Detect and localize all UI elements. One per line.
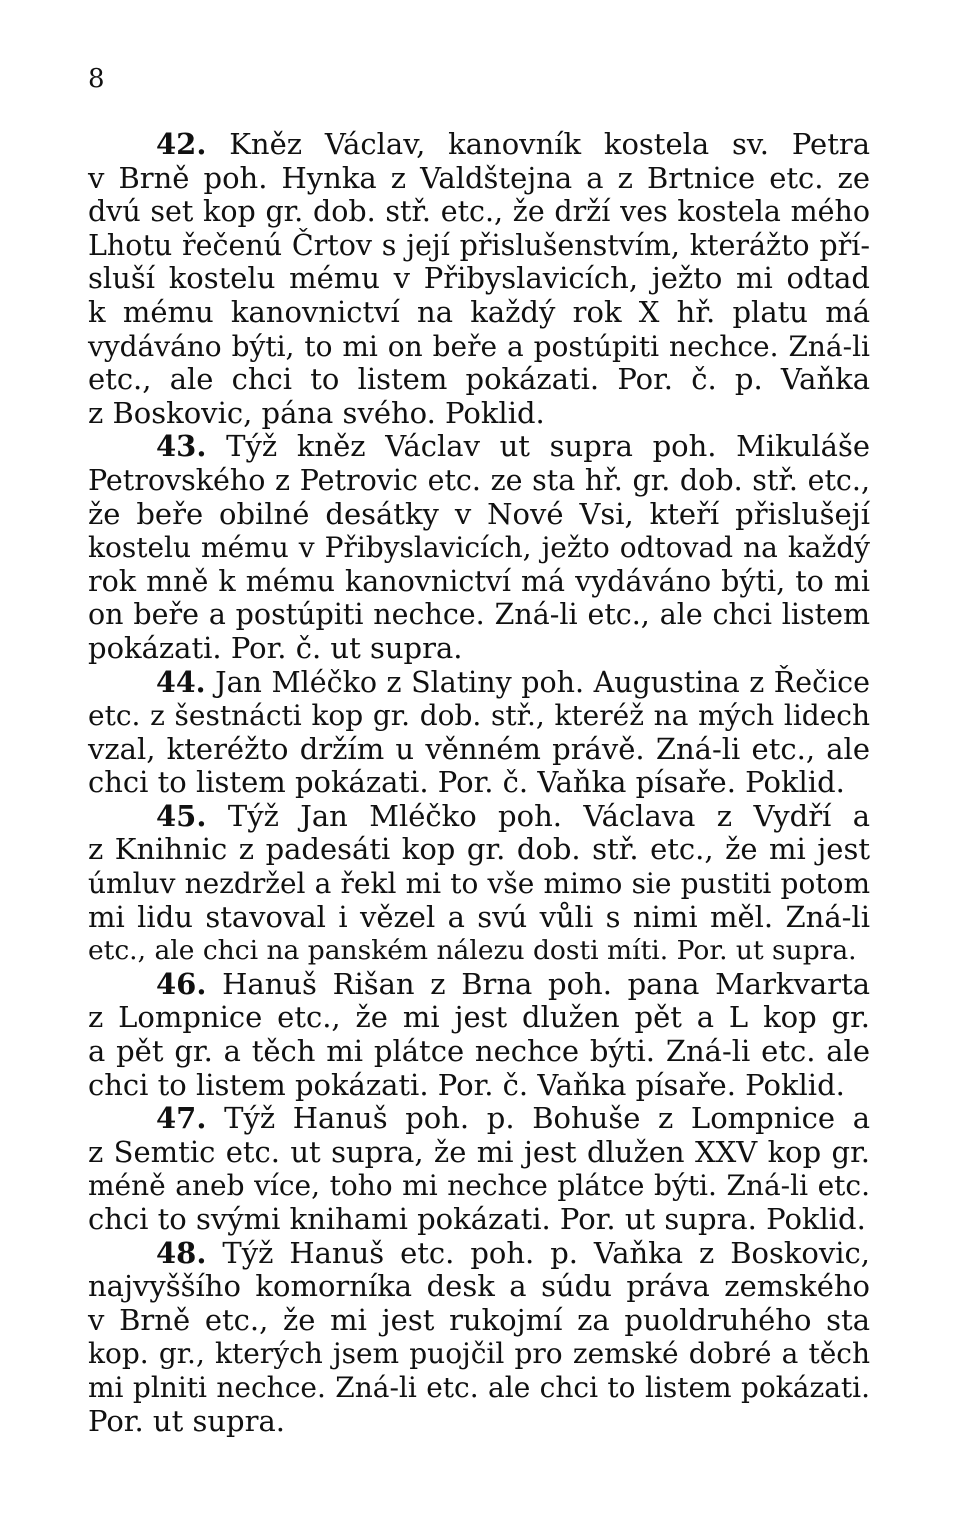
entry-line <box>88 128 870 162</box>
entry-line-text: že beře obilné desátky v Nové Vsi, kteří přislušejí <box>88 496 870 531</box>
entry-line-text: Por. ut supra. <box>88 1403 285 1438</box>
entry-line-text: chci to listem pokázati. Por. č. Vaňka písaře. Poklid. <box>88 765 845 800</box>
entry-paragraph <box>88 128 870 430</box>
entry-line <box>88 195 870 229</box>
entry-line <box>88 968 870 1002</box>
entry-line-text: pokázati. Por. č. ut supra. <box>88 630 463 665</box>
entry-line-text: Týž kněz Václav ut supra poh. Mikuláše <box>226 429 871 464</box>
entry-line-text: etc. z šestnácti kop gr. dob. stř., kteréž na mých lidech <box>88 699 870 733</box>
entry-line <box>88 666 870 700</box>
entry-line <box>88 934 870 968</box>
entry-line <box>88 1237 870 1271</box>
entry-line-text: Lhotu řečenú Črtov s její přislušenstvím, kterážto pří- <box>88 228 870 262</box>
entry-line-text: chci to svými knihami pokázati. Por. ut supra. Poklid. <box>88 1202 866 1236</box>
entry-paragraph <box>88 666 870 800</box>
entry-line <box>88 598 870 632</box>
entry-paragraph <box>88 1237 870 1439</box>
entry-line-text: vzal, kteréžto držím u věnném právě. Zná-li etc., ale <box>88 731 870 766</box>
entry-line <box>88 464 870 498</box>
entry-line <box>88 162 870 196</box>
entry-paragraph <box>88 430 870 665</box>
entry-line-text: chci to listem pokázati. Por. č. Vaňka písaře. Poklid. <box>88 1067 845 1102</box>
entry-line <box>88 1405 870 1439</box>
entry-paragraph <box>88 968 870 1102</box>
entry-line-text: k mému kanovnictví na každý rok X hř. platu má <box>88 294 870 329</box>
entry-line <box>88 1371 870 1405</box>
entry-line-text: najvyššího komorníka desk a súdu práva zemského <box>88 1269 870 1304</box>
entry-line <box>88 632 870 666</box>
entry-number: 46. <box>156 966 207 1001</box>
entry-line-text: sluší kostelu mému v Přibyslavicích, ježto mi odtad <box>88 261 870 296</box>
entry-line <box>88 296 870 330</box>
entry-line <box>88 1169 870 1203</box>
entry-line-text: úmluv nezdržel a řekl mi to vše mimo sie pustiti potom <box>88 867 870 901</box>
entry-line-text: etc., ale chci na panském nálezu dosti míti. Por. ut supra. <box>88 935 857 967</box>
entry-line <box>88 1035 870 1069</box>
entry-line <box>88 699 870 733</box>
entry-line <box>88 1270 870 1304</box>
entry-line <box>88 733 870 767</box>
entry-line-text: Týž Hanuš poh. p. Bohuše z Lompnice a <box>224 1101 871 1136</box>
entry-line-text: on beře a postúpiti nechce. Zná-li etc., ale chci listem <box>88 598 870 632</box>
entry-line <box>88 229 870 263</box>
entry-line-text: z Lompnice etc., že mi jest dlužen pět a L kop gr. <box>88 1000 870 1035</box>
entry-line <box>88 901 870 935</box>
entry-line <box>88 430 870 464</box>
entry-line-text: Týž Hanuš etc. poh. p. Vaňka z Boskovic, <box>222 1235 870 1270</box>
entry-line <box>88 262 870 296</box>
entry-paragraph <box>88 1102 870 1236</box>
entry-line <box>88 1102 870 1136</box>
entry-line <box>88 565 870 599</box>
entries-list <box>88 128 870 1438</box>
entry-number: 47. <box>156 1101 207 1136</box>
entry-line-text: v Brně etc., že mi jest rukojmí za puoldruhého sta <box>88 1302 870 1337</box>
entry-line-text: vydáváno býti, to mi on beře a postúpiti nechce. Zná-li <box>88 329 870 363</box>
entry-line <box>88 1203 870 1237</box>
entry-line-text: kop. gr., kterých jsem puojčil pro zemské dobré a těch <box>88 1337 870 1371</box>
entry-line-text: Kněz Václav, kanovník kostela sv. Petra <box>229 127 871 161</box>
entry-line-text: kostelu mému v Přibyslavicích, ježto odtovad na každý <box>88 531 870 565</box>
entry-number: 43. <box>156 429 207 464</box>
page-number: 8 <box>88 64 105 94</box>
entry-line-text: mi plniti nechce. Zná-li etc. ale chci to listem pokázati. <box>88 1370 870 1404</box>
entry-line-text: a pět gr. a těch mi plátce nechce býti. Zná-li etc. ale <box>88 1034 870 1069</box>
entry-line <box>88 1069 870 1103</box>
entry-line-text: z Semtic etc. ut supra, že mi jest dlužen XXV kop gr. <box>88 1134 870 1169</box>
entry-line <box>88 800 870 834</box>
entry-line-text: etc., ale chci to listem pokázati. Por. č. p. Vaňka <box>88 362 870 397</box>
entry-number: 42. <box>156 127 207 161</box>
entry-line-text: Hanuš Rišan z Brna poh. pana Markvarta <box>222 966 870 1001</box>
entry-line <box>88 1304 870 1338</box>
entry-line-text: v Brně poh. Hynka z Valdštejna a z Brtnice etc. ze <box>88 160 870 195</box>
entry-line <box>88 397 870 431</box>
entry-line <box>88 833 870 867</box>
entry-line <box>88 1001 870 1035</box>
entry-number: 44. <box>156 664 206 699</box>
entry-line <box>88 330 870 364</box>
entry-line <box>88 498 870 532</box>
entry-line <box>88 531 870 565</box>
entry-line <box>88 867 870 901</box>
entry-line-text: rok mně k mému kanovnictví má vydáváno býti, to mi <box>88 564 870 598</box>
entry-number: 45. <box>156 798 207 833</box>
entry-line <box>88 1136 870 1170</box>
entry-line-text: Týž Jan Mléčko poh. Václava z Vydří a <box>227 798 871 833</box>
entry-line-text: Petrovského z Petrovic etc. ze sta hř. gr. dob. stř. etc., <box>88 463 870 497</box>
entry-line <box>88 1337 870 1371</box>
entry-line <box>88 766 870 800</box>
entry-line-text: dvú set kop gr. dob. stř. etc., že drží ves kostela mého <box>88 195 870 229</box>
entry-line-text: méně aneb více, toho mi nechce plátce býti. Zná-li etc. <box>88 1169 870 1203</box>
entry-line-text: z Knihnic z padesáti kop gr. dob. stř. etc., že mi jest <box>88 832 870 867</box>
entry-paragraph <box>88 800 870 968</box>
entry-number: 48. <box>156 1235 207 1270</box>
entry-line-text: mi lidu stavoval i vězel a svú vůli s nimi měl. Zná-li <box>88 899 870 934</box>
entry-line-text: Jan Mléčko z Slatiny poh. Augustina z Řečice <box>215 665 870 699</box>
entry-line-text: z Boskovic, pána svého. Poklid. <box>88 395 545 430</box>
entry-line <box>88 363 870 397</box>
